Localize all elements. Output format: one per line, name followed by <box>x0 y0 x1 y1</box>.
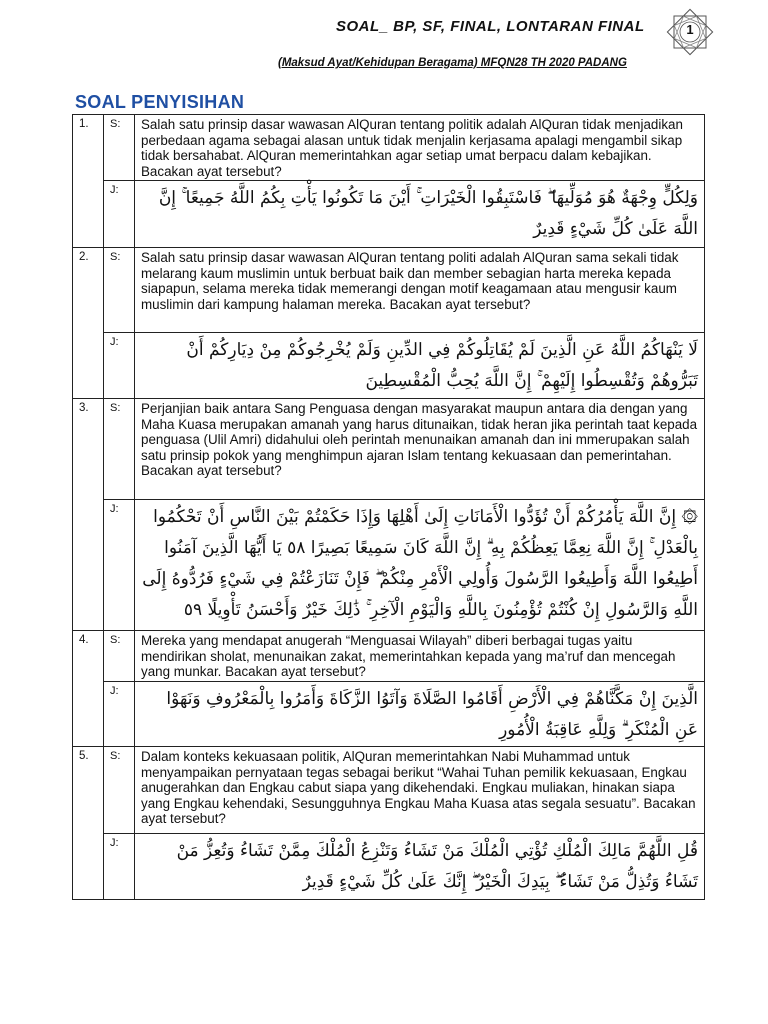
question-label: S: <box>104 248 135 333</box>
arabic-verse-text: قُلِ اللَّهُمَّ مَالِكَ الْمُلْكِ تُؤْتِي الْمُلْكَ مَنْ تَشَاءُ وَتَنْزِعُ الْمُلْكَ مِمَّنْ تَشَاءُ وَتُعِزُّ مَنْ تَشَاءُ وَتُذِلُّ مَنْ تَشَاءُ ۖ بِيَدِكَ الْخَيْرُ ۖ إِنَّكَ عَلَىٰ كُلِّ شَيْءٍ قَدِيرٌ <box>176 841 698 892</box>
table-row <box>73 181 705 248</box>
table-row <box>73 834 705 900</box>
page-number: 1 <box>686 22 694 37</box>
question-label: S: <box>104 747 135 834</box>
question-text: Perjanjian baik antara Sang Penguasa dengan masyarakat maupun antara dia dengan yang Maha Kuasa merupakan amanah yang harus ditunaikan, tidak heran jika perintah taat kepada penguasa (Ulil Amri) didahului oleh perintah menunaikan amanah dan ini mmerupakan salah satu prinsip pokok yang menghimpun ajaran Islam tentang kekuasaan dan pemerintahan. Bacakan ayat tersebut? <box>135 399 705 500</box>
arabic-verse-text: وَلِكُلٍّ وِجْهَةٌ هُوَ مُوَلِّيهَا ۖ فَاسْتَبِقُوا الْخَيْرَاتِ ۚ أَيْنَ مَا تَكُونُوا يَأْتِ بِكُمُ اللَّهُ جَمِيعًا ۚ إِنَّ اللَّهَ عَلَىٰ كُلِّ شَيْءٍ قَدِيرٌ <box>158 188 698 239</box>
question-text: Salah satu prinsip dasar wawasan AlQuran tentang politik adalah AlQuran tidak menjadikan perbedaan agama sebagai alasan untuk tidak menjalin kerjasama apalagi mengambil sikap tidak bersahabat. AlQuran memerintahkan agar setiap umat berpacu dalam kebajikan. Bacakan ayat tersebut? <box>135 115 705 181</box>
table-row <box>73 500 705 631</box>
answer-verse <box>135 682 705 747</box>
table-row <box>73 115 705 181</box>
table-row <box>73 631 705 682</box>
table-row <box>73 399 705 500</box>
question-label: S: <box>104 631 135 682</box>
arabic-verse-text: لَا يَنْهَاكُمُ اللَّهُ عَنِ الَّذِينَ لَمْ يُقَاتِلُوكُمْ فِي الدِّينِ وَلَمْ يُخْرِجُوكُمْ مِنْ دِيَارِكُمْ أَنْ تَبَرُّوهُمْ وَتُقْسِطُوا إِلَيْهِمْ ۚ إِنَّ اللَّهَ يُحِبُّ الْمُقْسِطِينَ <box>186 340 698 391</box>
document-subtitle: (Maksud Ayat/Kehidupan Beragama) MFQN28 TH 2020 PADANG <box>278 57 627 69</box>
question-number: 1. <box>73 115 104 248</box>
question-text: Mereka yang mendapat anugerah “Menguasai Wilayah” diberi berbagai tugas yaitu mendirikan sholat, menunaikan zakat, memerintahkan kepada yang ma’ruf dan mencegah yang munkar. Bacakan ayat tersebut? <box>135 631 705 682</box>
answer-verse <box>135 333 705 399</box>
arabic-verse-text: ۞ إِنَّ اللَّهَ يَأْمُرُكُمْ أَنْ تُؤَدُّوا الْأَمَانَاتِ إِلَىٰ أَهْلِهَا وَإِذَا حَكَمْتُمْ بَيْنَ النَّاسِ أَنْ تَحْكُمُوا بِالْعَدْلِ ۚ إِنَّ اللَّهَ نِعِمَّا يَعِظُكُمْ بِهِ ۗ إِنَّ اللَّهَ كَانَ سَمِيعًا بَصِيرًا ٥٨ يَا أَيُّهَا الَّذِينَ آمَنُوا أَطِيعُوا اللَّهَ وَأَطِيعُوا الرَّسُولَ وَأُولِي الْأَمْرِ مِنْكُمْ ۖ فَإِنْ تَنَازَعْتُمْ فِي شَيْءٍ فَرُدُّوهُ إِلَى اللَّهِ وَالرَّسُولِ إِنْ كُنْتُمْ تُؤْمِنُونَ بِاللَّهِ وَالْيَوْمِ الْآخِرِ ۚ ذَٰلِكَ خَيْرٌ وَأَحْسَنُ تَأْوِيلًا ٥٩ <box>142 507 698 620</box>
answer-verse <box>135 500 705 631</box>
question-text: Salah satu prinsip dasar wawasan AlQuran tentang politi adalah AlQuran sama sekali tidak melarang kaum muslimin untuk berbuat baik dan member sebagian harta mereka kepada siapapun, selama mereka tidak memerangi dengan motif keagamaan atau mengusir kaum muslimin dari kampung halaman mereka. Bacakan ayat tersebut? <box>135 248 705 333</box>
answer-label: J: <box>104 682 135 747</box>
answer-verse <box>135 834 705 900</box>
table-row <box>73 333 705 399</box>
question-text: Dalam konteks kekuasaan politik, AlQuran memerintahkan Nabi Muhammad untuk menyampaikan pernyataan tegas sebagai berikut “Wahai Tuhan pemilik kekuasaan, Engkau anugerahkan dan Engkau cabut siapa yang dikehendaki. Engkau muliakan, hinakan siapa yang Engkau kehendaki, Sesungguhnya Engkau Maha Kuasa atas segala sesuatu”. Bacakan ayat tersebut? <box>135 747 705 834</box>
document-header-title: SOAL_ BP, SF, FINAL, LONTARAN FINAL <box>336 18 645 35</box>
question-number: 3. <box>73 399 104 631</box>
table-row <box>73 248 705 333</box>
table-row <box>73 747 705 834</box>
question-label: S: <box>104 399 135 500</box>
question-table <box>72 114 705 900</box>
section-title: SOAL PENYISIHAN <box>75 92 245 112</box>
question-label: S: <box>104 115 135 181</box>
question-number: 5. <box>73 747 104 900</box>
answer-label: J: <box>104 834 135 900</box>
answer-label: J: <box>104 333 135 399</box>
page-number-badge <box>664 6 716 58</box>
arabic-verse-text: الَّذِينَ إِنْ مَكَّنَّاهُمْ فِي الْأَرْضِ أَقَامُوا الصَّلَاةَ وَآتَوُا الزَّكَاةَ وَأَمَرُوا بِالْمَعْرُوفِ وَنَهَوْا عَنِ الْمُنْكَرِ ۗ وَلِلَّهِ عَاقِبَةُ الْأُمُورِ <box>166 689 698 740</box>
question-number: 4. <box>73 631 104 747</box>
answer-label: J: <box>104 500 135 631</box>
answer-label: J: <box>104 181 135 248</box>
question-number: 2. <box>73 248 104 399</box>
answer-verse <box>135 181 705 248</box>
table-row <box>73 682 705 747</box>
